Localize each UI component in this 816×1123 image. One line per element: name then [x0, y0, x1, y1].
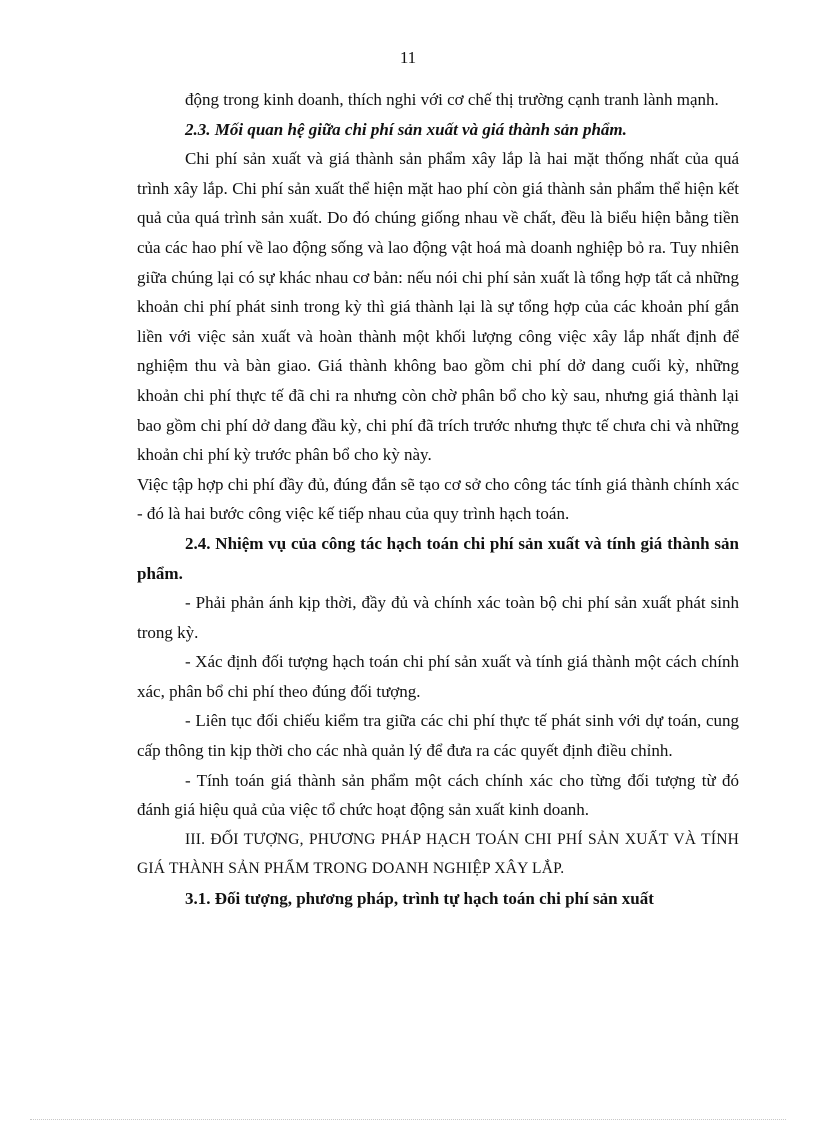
paragraph-cost-vs-price: Chi phí sản xuất và giá thành sản phẩm xây lắp là hai mặt thống nhất của quá trình xây lắp. Chi phí sản xuất thể hiện mặt hao phí còn giá thành sản phẩm thể hiện kết quả của quá trình sản xuất. Do đó chúng giống nhau về chất, đều là biểu hiện bằng tiền của các hao phí về lao động sống và lao động vật hoá mà doanh nghiệp bỏ ra. Tuy nhiên giữa chúng lại có sự khác nhau cơ bản: nếu nói chi phí sản xuất là tổng hợp tất cả những khoản chi phí phát sinh trong kỳ thì giá thành lại là sự tổng hợp của các khoản phí gắn liền với việc sản xuất và hoàn thành một khối lượng công việc xây lắp nhất định để nghiệm thu và bàn giao. Giá thành không bao gồm chi phí dở dang cuối kỳ, những khoản chi phí thực tế đã chi ra nhưng còn chờ phân bổ cho kỳ sau, nhưng giá thành lại bao gồm chi phí dở dang đầu kỳ, chi phí đã trích trước nhưng thực tế chưa chi và những khoản chi phí kỳ trước phân bổ cho kỳ này.	[137, 149, 739, 465]
task-item-2: - Xác định đối tượng hạch toán chi phí sản xuất và tính giá thành một cách chính xác, phân bổ chi phí theo đúng đối tượng.	[137, 652, 739, 701]
section-heading-2-3: 2.3. Mối quan hệ giữa chi phí sản xuất và giá thành sản phẩm.	[185, 119, 627, 139]
page-number: 11	[399, 48, 417, 67]
task-item-3: - Liên tục đối chiếu kiểm tra giữa các chi phí thực tế phát sinh với dự toán, cung cấp thông tin kịp thời cho các nhà quản lý để đưa ra các quyết định điều chỉnh.	[137, 711, 739, 761]
page-bottom-divider	[30, 1119, 786, 1120]
section-heading-2-4: 2.4. Nhiệm vụ của công tác hạch toán chi phí sản xuất và tính giá thành sản phẩm.	[137, 533, 739, 583]
paragraph-continuation: động trong kinh doanh, thích nghi với cơ chế thị trường cạnh tranh lành mạnh.	[185, 90, 719, 109]
task-item-1: - Phải phản ánh kịp thời, đầy đủ và chính xác toàn bộ chi phí sản xuất phát sinh trong kỳ.	[137, 593, 739, 642]
task-item-4: - Tính toán giá thành sản phẩm một cách chính xác cho từng đối tượng từ đó đánh giá hiệu quả của việc tổ chức hoạt động sản xuất kinh doanh.	[137, 770, 739, 820]
section-heading-3-1: 3.1. Đối tượng, phương pháp, trình tự hạch toán chi phí sản xuất	[185, 889, 654, 909]
document-body	[137, 85, 739, 914]
paragraph-cost-collection: Việc tập hợp chi phí đầy đủ, đúng đắn sẽ tạo cơ sở cho công tác tính giá thành chính xác - đó là hai bước công việc kế tiếp nhau của quy trình hạch toán.	[137, 474, 739, 524]
chapter-heading-III: III. ĐỐI TƯỢNG, PHƯƠNG PHÁP HẠCH TOÁN CHI PHÍ SẢN XUẤT VÀ TÍNH GIÁ THÀNH SẢN PHẨM TRONG DOANH NGHIỆP XÂY LẮP.	[137, 830, 739, 878]
